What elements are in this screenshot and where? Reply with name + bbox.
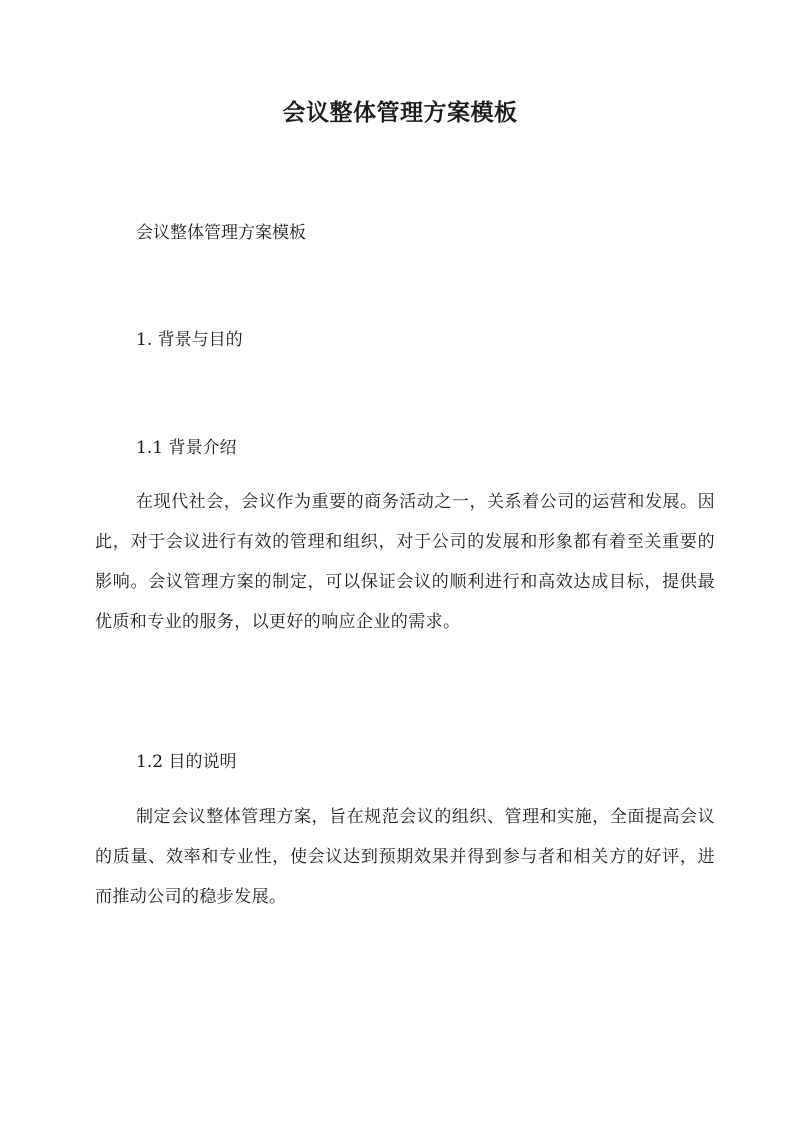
section-1-1-heading: 1.1 背景介绍 [136,438,237,458]
document-title: 会议整体管理方案模板 [282,99,518,126]
section-1-1-paragraph: 在现代社会，会议作为重要的商务活动之一，关系着公司的运营和发展。因此，对于会议进行有效的管理和组织，对于公司的发展和形象都有着至关重要的影响。会议管理方案的制定，可以保证会议的顺利进行和高效达成目标，提供最优质和专业的服务，以更好的响应企业的需求。 [95,492,715,632]
section-1-2-paragraph: 制定会议整体管理方案，旨在规范会议的组织、管理和实施，全面提高会议的质量、效率和专业性，使会议达到预期效果并得到参与者和相关方的好评，进而推动公司的稳步发展。 [95,807,715,907]
section-1-2-heading: 1.2 目的说明 [136,752,237,772]
section-1-heading: 1. 背景与目的 [136,330,243,350]
document-subtitle: 会议整体管理方案模板 [136,223,306,243]
